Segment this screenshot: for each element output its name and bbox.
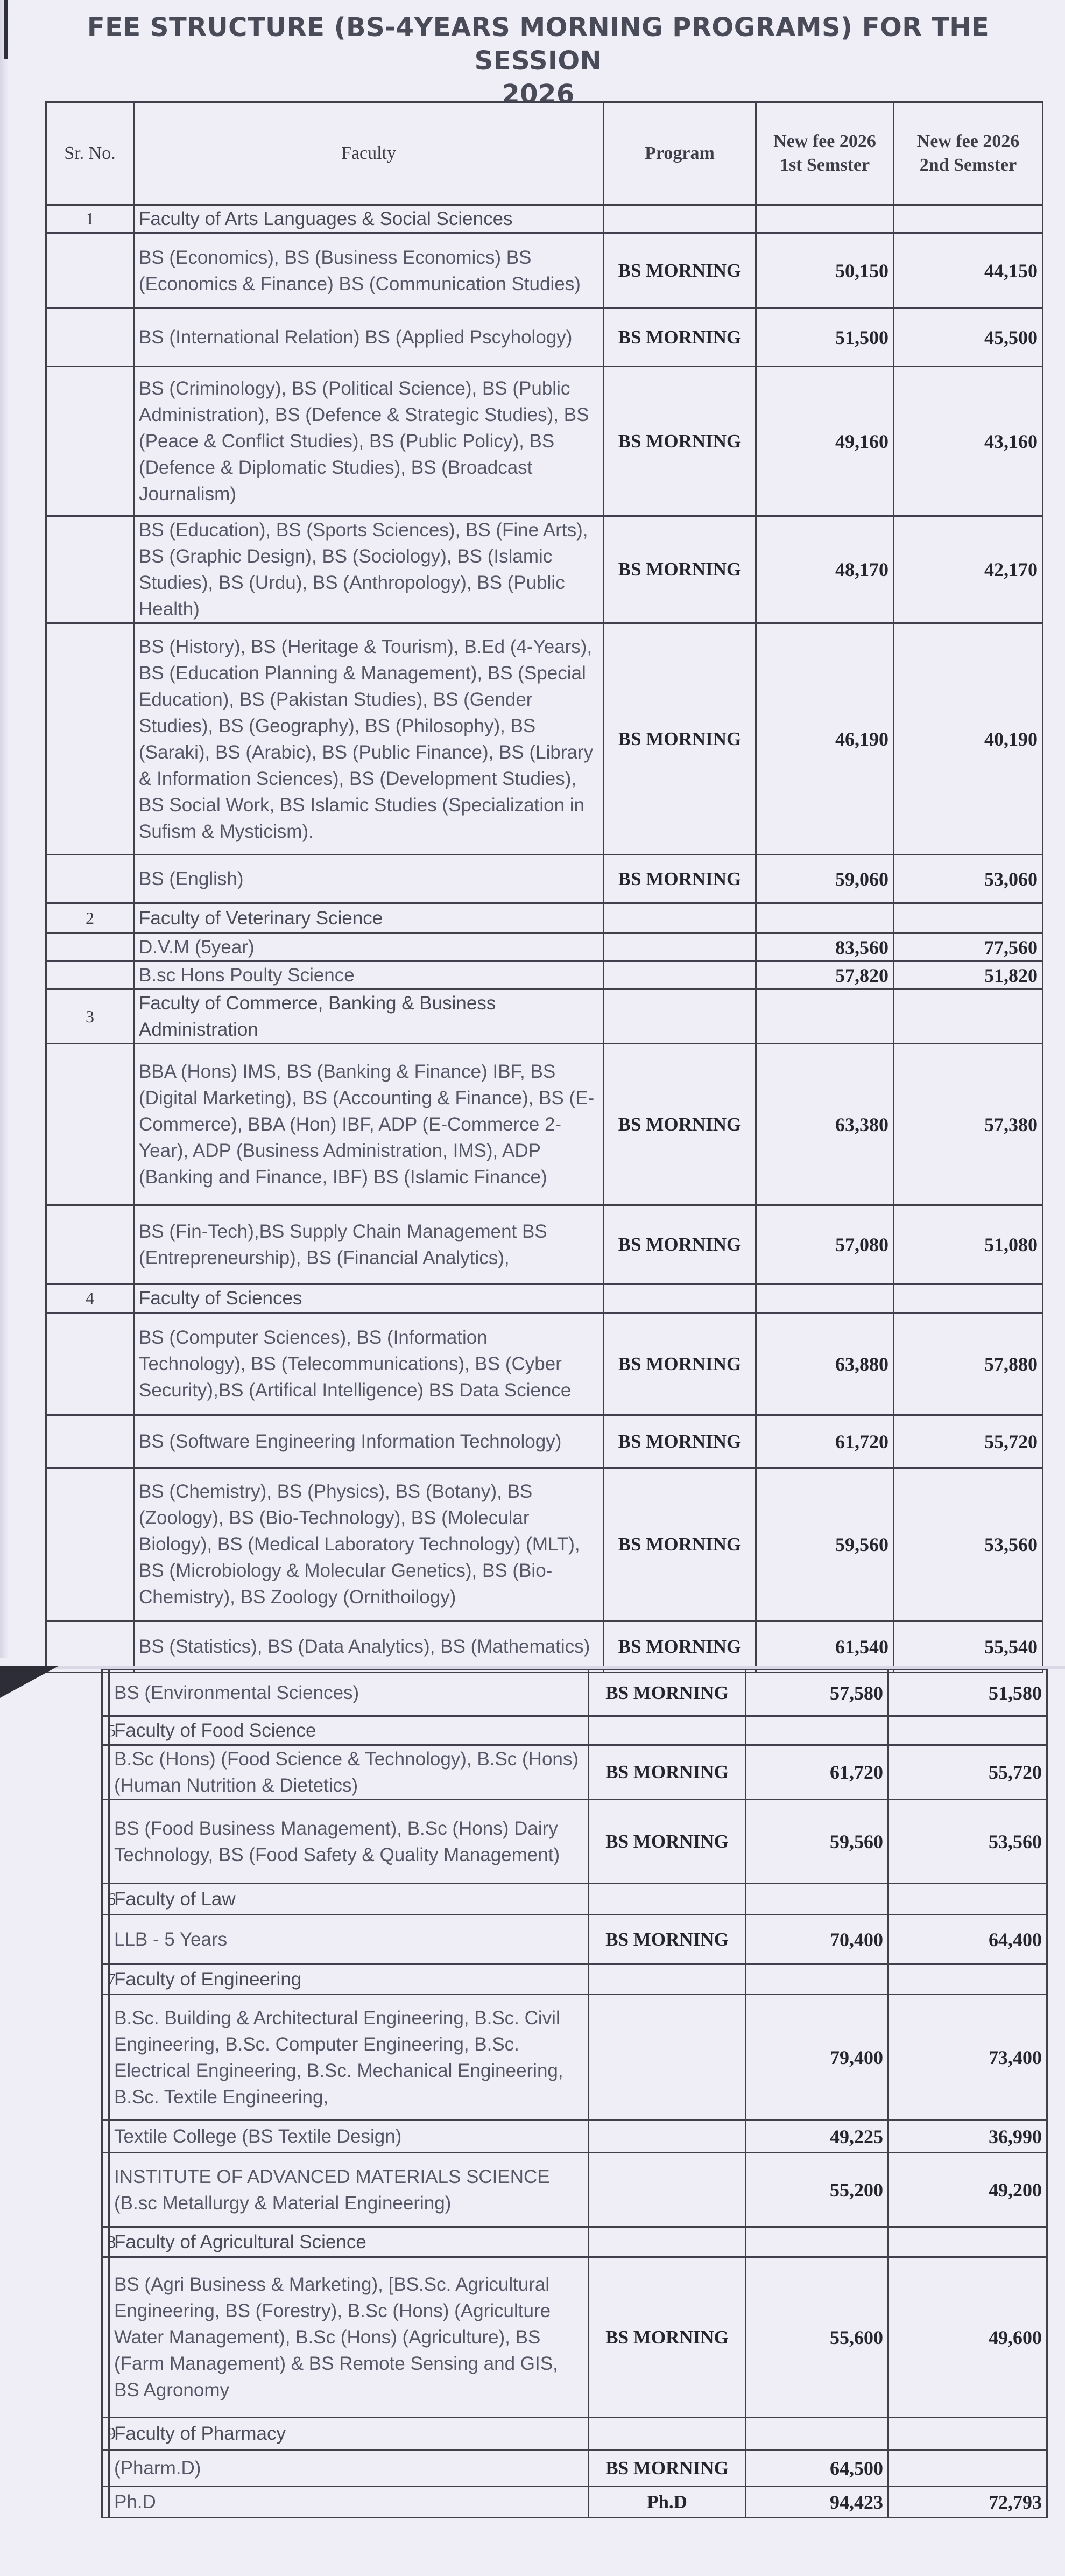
sr-no-cell	[102, 1745, 109, 1800]
faculty-cell: BS (Food Business Management), B.Sc (Hons) Dairy Technology, BS (Food Safety & Quality Management)	[109, 1800, 589, 1884]
faculty-cell: BS (Economics), BS (Business Economics) BS (Economics & Finance) BS (Communication Studies)	[134, 233, 604, 308]
program-cell: BS MORNING	[604, 1621, 756, 1673]
faculty-cell: Faculty of Sciences	[134, 1284, 604, 1313]
faculty-cell: BS (Education), BS (Sports Sciences), BS (Fine Arts), BS (Graphic Design), BS (Sociology), BS (Islamic Studies), BS (Urdu), BS (Anthropology), BS (Public Health)	[134, 516, 604, 623]
program-cell: BS MORNING	[604, 623, 756, 855]
sr-no-cell	[46, 855, 134, 903]
fee-1st-semester-cell: 59,060	[756, 855, 894, 903]
fee-1st-semester-cell: 55,200	[746, 2153, 888, 2227]
fee-2nd-semester-cell: 51,820	[894, 961, 1043, 989]
program-cell: BS MORNING	[604, 233, 756, 308]
fee-1st-semester-cell: 49,160	[756, 367, 894, 516]
faculty-cell: BS (International Relation) BS (Applied Pscyhology)	[134, 308, 604, 367]
faculty-heading-row	[102, 1716, 1047, 1745]
program-cell: BS MORNING	[589, 1800, 746, 1884]
sr-no-cell	[102, 2121, 109, 2153]
sr-no-cell: 9	[102, 2418, 109, 2450]
faculty-cell: Faculty of Arts Languages & Social Sciences	[134, 205, 604, 233]
fee-1st-semester-cell	[746, 1884, 888, 1915]
faculty-cell: B.sc Hons Poulty Science	[134, 961, 604, 989]
fee-2nd-semester-cell: 45,500	[894, 308, 1043, 367]
fee-1st-semester-cell	[746, 1964, 888, 1995]
fee-1st-semester-cell: 51,500	[756, 308, 894, 367]
table-row	[46, 1205, 1043, 1284]
faculty-heading-row	[46, 1284, 1043, 1313]
sr-no-cell	[46, 1468, 134, 1621]
fee-2nd-semester-cell: 43,160	[894, 367, 1043, 516]
faculty-cell: BS (Agri Business & Marketing), [BS.Sc. Agricultural Engineering, BS (Forestry), B.Sc (Hons) (Agriculture Water Management), B.Sc (Hons) (Agriculture), BS (Farm Management) & BS Remote Sensing and GIS, BS Agronomy	[109, 2257, 589, 2418]
sr-no-cell	[102, 1670, 109, 1716]
fee-2nd-semester-cell: 51,580	[888, 1670, 1047, 1716]
fee-2nd-semester-cell: 40,190	[894, 623, 1043, 855]
sr-no-cell	[46, 233, 134, 308]
program-cell: BS MORNING	[589, 1745, 746, 1800]
program-cell: BS MORNING	[589, 2257, 746, 2418]
fee-2nd-semester-cell: 72,793	[888, 2487, 1047, 2518]
fee-2nd-semester-cell: 49,200	[888, 2153, 1047, 2227]
program-cell: BS MORNING	[604, 855, 756, 903]
sr-no-cell	[102, 1800, 109, 1884]
faculty-cell: Faculty of Food Science	[109, 1716, 589, 1745]
sr-no-cell	[102, 1995, 109, 2121]
fee-1st-semester-cell	[756, 205, 894, 233]
program-cell	[604, 961, 756, 989]
title-line-2: 2026	[502, 79, 575, 109]
sr-no-cell	[46, 516, 134, 623]
header-fee-2nd-semester	[894, 102, 1043, 205]
program-cell	[589, 1884, 746, 1915]
sr-no-cell	[46, 308, 134, 367]
sr-no-cell	[46, 367, 134, 516]
table-row	[46, 233, 1043, 308]
sr-no-cell: 2	[46, 903, 134, 933]
table-row	[102, 2487, 1047, 2518]
program-cell: BS MORNING	[604, 1313, 756, 1415]
faculty-cell: B.Sc (Hons) (Food Science & Technology), B.Sc (Hons) (Human Nutrition & Dietetics)	[109, 1745, 589, 1800]
fee-1st-semester-cell: 63,880	[756, 1313, 894, 1415]
program-cell: BS MORNING	[589, 2450, 746, 2487]
sr-no-cell: 7	[102, 1964, 109, 1995]
program-cell: BS MORNING	[604, 1415, 756, 1468]
program-cell	[604, 1284, 756, 1313]
fee-2nd-semester-cell	[888, 1964, 1047, 1995]
faculty-cell: INSTITUTE OF ADVANCED MATERIALS SCIENCE (B.sc Metallurgy & Material Engineering)	[109, 2153, 589, 2227]
sr-no-cell	[102, 2487, 109, 2518]
fee-1st-semester-cell	[746, 1716, 888, 1745]
fee-2nd-semester-cell: 53,560	[888, 1800, 1047, 1884]
sr-no-cell	[102, 2450, 109, 2487]
program-cell	[589, 2227, 746, 2257]
fee-1st-semester-cell	[746, 2418, 888, 2450]
faculty-heading-row	[102, 2227, 1047, 2257]
fee-2nd-semester-cell	[894, 205, 1043, 233]
faculty-cell: BS (Computer Sciences), BS (Information Technology), BS (Telecommunications), BS (Cyber Security),BS (Artifical Intelligence) BS Data Science	[134, 1313, 604, 1415]
program-cell: Ph.D	[589, 2487, 746, 2518]
sr-no-cell	[46, 623, 134, 855]
fee-1st-semester-cell	[756, 903, 894, 933]
page-shadow-edge	[0, 0, 9, 1658]
program-cell	[604, 989, 756, 1044]
program-cell	[604, 903, 756, 933]
fee-2nd-semester-cell: 53,560	[894, 1468, 1043, 1621]
sr-no-cell	[46, 1044, 134, 1205]
fee-2nd-semester-cell: 42,170	[894, 516, 1043, 623]
fee-1st-semester-cell: 59,560	[756, 1468, 894, 1621]
faculty-cell: B.Sc. Building & Architectural Engineering, B.Sc. Civil Engineering, B.Sc. Computer Engineering, B.Sc. Electrical Engineering, B.Sc. Mechanical Engineering, B.Sc. Textile Engineering,	[109, 1995, 589, 2121]
table-row	[46, 933, 1043, 961]
title-line-1: FEE STRUCTURE (BS-4YEARS MORNING PROGRAMS) FOR THE SESSION	[87, 12, 990, 76]
program-cell: BS MORNING	[604, 516, 756, 623]
fee-1st-semester-cell	[756, 989, 894, 1044]
fee-table-page-2	[101, 1669, 1048, 2518]
fee-2nd-semester-cell: 49,600	[888, 2257, 1047, 2418]
faculty-heading-row	[102, 2418, 1047, 2450]
table-row	[46, 855, 1043, 903]
fee-table-page-1	[45, 101, 1043, 1673]
fee-2nd-semester-cell: 77,560	[894, 933, 1043, 961]
fee-2nd-semester-cell: 57,880	[894, 1313, 1043, 1415]
header-fee1-line2: 1st Semster	[779, 155, 870, 175]
fee-2nd-semester-cell: 64,400	[888, 1915, 1047, 1964]
fee-1st-semester-cell: 59,560	[746, 1800, 888, 1884]
faculty-cell: BS (Chemistry), BS (Physics), BS (Botany), BS (Zoology), BS (Bio-Technology), BS (Molecular Biology), BS (Medical Laboratory Technology) (MLT), BS (Microbiology & Molecular Genetics), BS (Bio-Chemistry), BS Zoology (Ornithoilogy)	[134, 1468, 604, 1621]
faculty-cell: BS (Environmental Sciences)	[109, 1670, 589, 1716]
faculty-cell: Textile College (BS Textile Design)	[109, 2121, 589, 2153]
page-corner-shadow	[0, 1666, 59, 1698]
fee-2nd-semester-cell: 55,720	[888, 1745, 1047, 1800]
table-row	[46, 1621, 1043, 1673]
fee-1st-semester-cell: 83,560	[756, 933, 894, 961]
header-faculty: Faculty	[134, 102, 604, 205]
faculty-cell: Faculty of Commerce, Banking & Business Administration	[134, 989, 604, 1044]
table-row	[46, 1044, 1043, 1205]
faculty-cell: Faculty of Pharmacy	[109, 2418, 589, 2450]
fee-1st-semester-cell: 48,170	[756, 516, 894, 623]
table-row	[102, 2153, 1047, 2227]
faculty-cell: Ph.D	[109, 2487, 589, 2518]
sr-no-cell	[102, 2153, 109, 2227]
faculty-cell: BS (Software Engineering Information Technology)	[134, 1415, 604, 1468]
table-row	[46, 961, 1043, 989]
fee-1st-semester-cell	[746, 2227, 888, 2257]
table-row	[46, 1468, 1043, 1621]
faculty-heading-row	[102, 1964, 1047, 1995]
faculty-heading-row	[46, 205, 1043, 233]
program-cell: BS MORNING	[604, 308, 756, 367]
fee-2nd-semester-cell: 55,540	[894, 1621, 1043, 1673]
sr-no-cell	[46, 1621, 134, 1673]
program-cell: BS MORNING	[604, 1468, 756, 1621]
program-cell	[604, 205, 756, 233]
fee-2nd-semester-cell: 53,060	[894, 855, 1043, 903]
faculty-cell: Faculty of Law	[109, 1884, 589, 1915]
fee-1st-semester-cell: 50,150	[756, 233, 894, 308]
faculty-cell: BBA (Hons) IMS, BS (Banking & Finance) IBF, BS (Digital Marketing), BS (Accounting & Finance), BS (E-Commerce), BBA (Hon) IBF, ADP (E-Commerce 2-Year), ADP (Business Administration, IMS), ADP (Banking and Finance, IBF) BS (Islamic Finance)	[134, 1044, 604, 1205]
faculty-cell: Faculty of Engineering	[109, 1964, 589, 1995]
header-fee2-line1: New fee 2026	[916, 131, 1020, 151]
fee-2nd-semester-cell: 36,990	[888, 2121, 1047, 2153]
faculty-heading-row	[102, 1884, 1047, 1915]
fee-1st-semester-cell: 57,080	[756, 1205, 894, 1284]
sr-no-cell: 3	[46, 989, 134, 1044]
sr-no-cell	[46, 1205, 134, 1284]
faculty-cell: LLB - 5 Years	[109, 1915, 589, 1964]
fee-2nd-semester-cell: 44,150	[894, 233, 1043, 308]
fee-2nd-semester-cell	[888, 1716, 1047, 1745]
fee-1st-semester-cell: 61,720	[756, 1415, 894, 1468]
faculty-cell: BS (History), BS (Heritage & Tourism), B.Ed (4-Years), BS (Education Planning & Management), BS (Special Education), BS (Pakistan Studies), BS (Gender Studies), BS (Geography), BS (Philosophy), BS (Saraki), BS (Arabic), BS (Public Finance), BS (Library & Information Sciences), BS (Development Studies), BS Social Work, BS Islamic Studies (Specialization in Sufism & Mysticism).	[134, 623, 604, 855]
faculty-cell: BS (Fin-Tech),BS Supply Chain Management BS (Entrepreneurship), BS (Financial Analytics),	[134, 1205, 604, 1284]
header-fee-1st-semester	[756, 102, 894, 205]
program-cell: BS MORNING	[589, 1670, 746, 1716]
header-fee2-line2: 2nd Semster	[919, 155, 1017, 175]
sr-no-cell	[46, 933, 134, 961]
program-cell	[589, 1964, 746, 1995]
fee-2nd-semester-cell	[888, 2418, 1047, 2450]
table-row	[102, 1670, 1047, 1716]
fee-1st-semester-cell: 55,600	[746, 2257, 888, 2418]
faculty-heading-row	[46, 989, 1043, 1044]
sr-no-cell	[102, 1915, 109, 1964]
program-cell: BS MORNING	[604, 1044, 756, 1205]
program-cell	[589, 2153, 746, 2227]
table-row	[102, 1800, 1047, 1884]
header-fee1-line1: New fee 2026	[773, 131, 876, 151]
table-row	[102, 1995, 1047, 2121]
fee-2nd-semester-cell: 73,400	[888, 1995, 1047, 2121]
fee-1st-semester-cell: 64,500	[746, 2450, 888, 2487]
fee-1st-semester-cell: 46,190	[756, 623, 894, 855]
sr-no-cell: 6	[102, 1884, 109, 1915]
faculty-cell: D.V.M (5year)	[134, 933, 604, 961]
sr-no-cell: 8	[102, 2227, 109, 2257]
fee-1st-semester-cell: 57,580	[746, 1670, 888, 1716]
fee-1st-semester-cell: 61,540	[756, 1621, 894, 1673]
fee-1st-semester-cell: 94,423	[746, 2487, 888, 2518]
fee-2nd-semester-cell	[888, 2450, 1047, 2487]
faculty-heading-row	[46, 903, 1043, 933]
sr-no-cell: 4	[46, 1284, 134, 1313]
sr-no-cell	[46, 1415, 134, 1468]
table-row	[102, 1745, 1047, 1800]
sr-no-cell	[46, 961, 134, 989]
fee-1st-semester-cell: 49,225	[746, 2121, 888, 2153]
table-row	[46, 1313, 1043, 1415]
table-row	[46, 623, 1043, 855]
program-cell	[589, 1716, 746, 1745]
faculty-cell: BS (English)	[134, 855, 604, 903]
fee-2nd-semester-cell	[888, 2227, 1047, 2257]
sr-no-cell: 5	[102, 1716, 109, 1745]
fee-2nd-semester-cell	[888, 1884, 1047, 1915]
fee-2nd-semester-cell: 55,720	[894, 1415, 1043, 1468]
sr-no-cell	[102, 2257, 109, 2418]
sr-no-cell	[46, 1313, 134, 1415]
sr-no-cell: 1	[46, 205, 134, 233]
fee-2nd-semester-cell	[894, 903, 1043, 933]
document-title	[38, 11, 1039, 111]
faculty-cell: BS (Statistics), BS (Data Analytics), BS (Mathematics)	[134, 1621, 604, 1673]
faculty-cell: Faculty of Agricultural Science	[109, 2227, 589, 2257]
table-row	[102, 2121, 1047, 2153]
table-row	[46, 516, 1043, 623]
table-header-row	[46, 102, 1043, 205]
program-cell: BS MORNING	[589, 1915, 746, 1964]
fee-1st-semester-cell: 70,400	[746, 1915, 888, 1964]
faculty-cell: BS (Criminology), BS (Political Science), BS (Public Administration), BS (Defence & Strategic Studies), BS (Peace & Conflict Studies), BS (Public Policy), BS (Defence & Diplomatic Studies), BS (Broadcast Journalism)	[134, 367, 604, 516]
table-row	[46, 367, 1043, 516]
table-row	[102, 2450, 1047, 2487]
program-cell	[589, 2121, 746, 2153]
fee-2nd-semester-cell: 57,380	[894, 1044, 1043, 1205]
fee-2nd-semester-cell	[894, 1284, 1043, 1313]
faculty-cell: Faculty of Veterinary Science	[134, 903, 604, 933]
program-cell	[604, 933, 756, 961]
program-cell	[589, 1995, 746, 2121]
fee-1st-semester-cell: 79,400	[746, 1995, 888, 2121]
program-cell	[589, 2418, 746, 2450]
program-cell: BS MORNING	[604, 1205, 756, 1284]
table-row	[46, 1415, 1043, 1468]
table-row	[46, 308, 1043, 367]
faculty-cell: (Pharm.D)	[109, 2450, 589, 2487]
table-row	[102, 2257, 1047, 2418]
fee-1st-semester-cell: 57,820	[756, 961, 894, 989]
fee-2nd-semester-cell: 51,080	[894, 1205, 1043, 1284]
fee-1st-semester-cell	[756, 1284, 894, 1313]
table-row	[102, 1915, 1047, 1964]
header-sr-no: Sr. No.	[46, 102, 134, 205]
fee-1st-semester-cell: 63,380	[756, 1044, 894, 1205]
binding-mark	[4, 0, 8, 59]
fee-2nd-semester-cell	[894, 989, 1043, 1044]
header-program: Program	[604, 102, 756, 205]
fee-1st-semester-cell: 61,720	[746, 1745, 888, 1800]
program-cell: BS MORNING	[604, 367, 756, 516]
